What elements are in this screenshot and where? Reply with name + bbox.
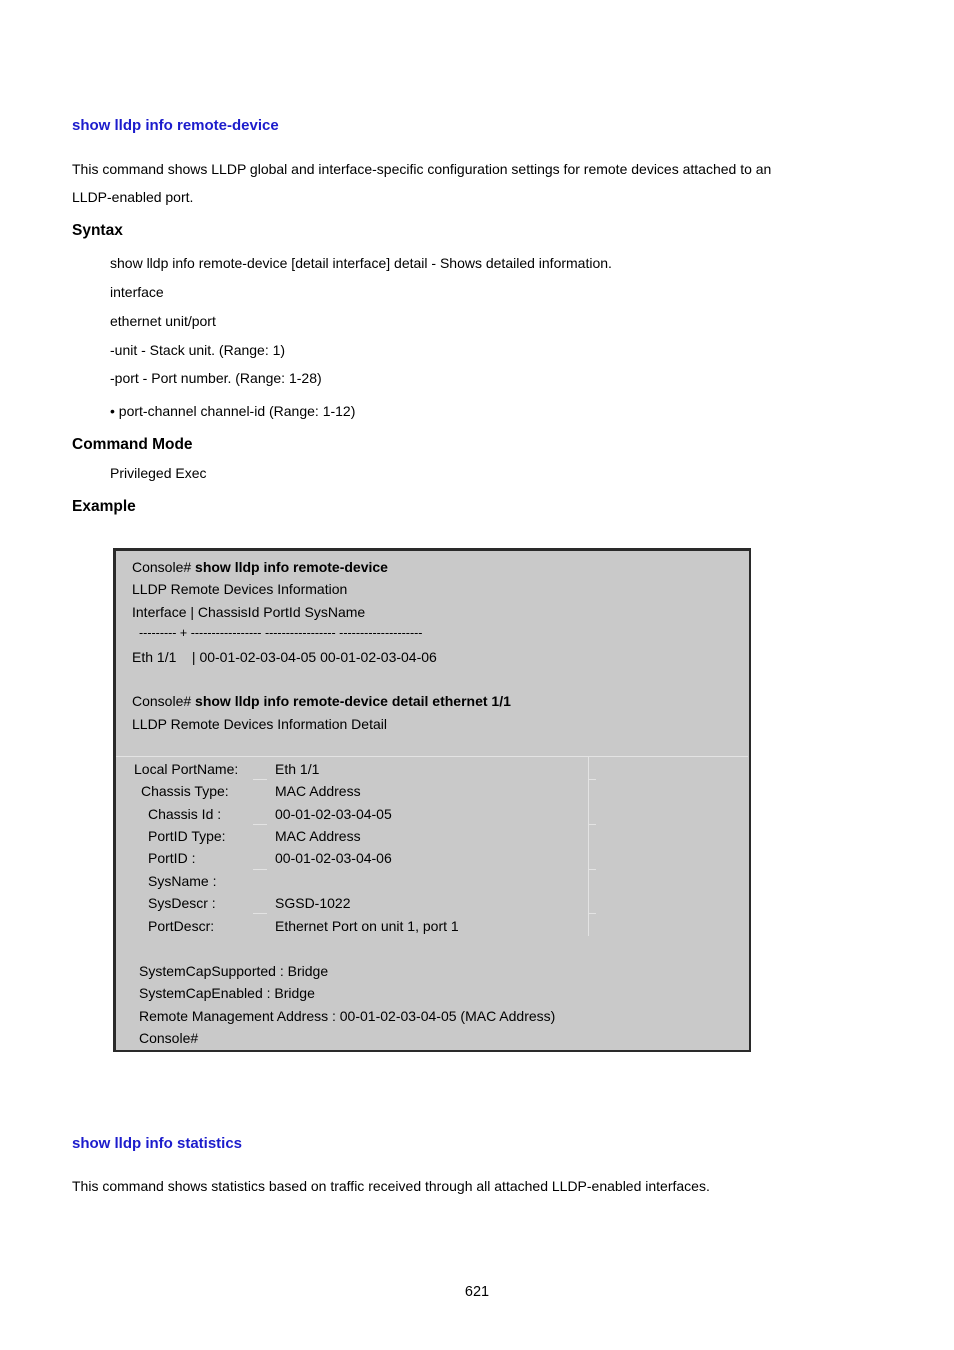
section-title-remote-device[interactable]: show lldp info remote-device [72, 117, 279, 134]
console-command: show lldp info remote-device [195, 559, 388, 575]
description-line-1: This command shows LLDP global and interface-specific configuration settings for remote devices attached to an [72, 161, 772, 177]
syntax-line: • port-channel channel-id (Range: 1-12) [110, 403, 356, 419]
console-output-line: Remote Management Address : 00-01-02-03-04-05 (MAC Address) [139, 1008, 556, 1024]
console-command: show lldp info remote-device detail ethernet 1/1 [195, 693, 511, 709]
syntax-heading: Syntax [72, 222, 123, 239]
detail-label: Chassis Type: [141, 783, 229, 799]
command-mode-value: Privileged Exec [110, 465, 207, 481]
console-output-line: SystemCapSupported : Bridge [139, 963, 329, 979]
detail-value: MAC Address [275, 828, 361, 844]
console-command-line-2 [132, 693, 511, 709]
example-heading: Example [72, 498, 136, 515]
table-grid-line [253, 779, 267, 780]
detail-value: 00-01-02-03-04-06 [275, 850, 392, 866]
syntax-line: ethernet unit/port [110, 313, 216, 329]
console-output-line: Interface | ChassisId PortId SysName [132, 604, 366, 620]
syntax-line: -unit - Stack unit. (Range: 1) [110, 342, 286, 358]
console-separator-line: --------- + ----------------- ----------------- -------------------- [139, 626, 423, 640]
description-line-2: LLDP-enabled port. [72, 189, 194, 205]
detail-value: Eth 1/1 [275, 761, 320, 777]
detail-value: SGSD-1022 [275, 895, 351, 911]
syntax-line: -port - Port number. (Range: 1-28) [110, 370, 322, 386]
console-final-prompt: Console# [139, 1030, 199, 1046]
table-grid-line [253, 869, 267, 870]
command-mode-heading: Command Mode [72, 436, 193, 453]
section-title-statistics[interactable]: show lldp info statistics [72, 1135, 243, 1152]
detail-label: PortID : [148, 850, 196, 866]
table-grid-line [588, 779, 596, 780]
table-grid-line [116, 756, 748, 757]
detail-value: MAC Address [275, 783, 361, 799]
table-grid-line [588, 756, 589, 936]
console-output-line: Eth 1/1 | 00-01-02-03-04-05 00-01-02-03-04-06 [132, 649, 437, 665]
detail-value: 00-01-02-03-04-05 [275, 806, 392, 822]
table-grid-line [588, 824, 596, 825]
detail-label: SysDescr : [148, 895, 216, 911]
console-example-box [113, 548, 751, 1052]
syntax-line: show lldp info remote-device [detail interface] detail - Shows detailed information. [110, 255, 612, 271]
detail-label: PortDescr: [148, 918, 215, 934]
table-grid-line [253, 824, 267, 825]
statistics-description: This command shows statistics based on traffic received through all attached LLDP-enabled interfaces. [72, 1178, 710, 1194]
console-command-line-1 [132, 559, 388, 575]
table-grid-line [588, 913, 596, 914]
page-number: 621 [464, 1284, 490, 1300]
detail-label: Local PortName: [134, 761, 239, 777]
table-grid-line [253, 913, 267, 914]
detail-value: Ethernet Port on unit 1, port 1 [275, 918, 459, 934]
console-prompt: Console# [132, 693, 196, 709]
console-output-line: SystemCapEnabled : Bridge [139, 985, 315, 1001]
syntax-line: interface [110, 284, 164, 300]
detail-label: Chassis Id : [148, 806, 222, 822]
console-output-line: LLDP Remote Devices Information [132, 581, 348, 597]
console-prompt: Console# [132, 559, 196, 575]
console-output-line: LLDP Remote Devices Information Detail [132, 716, 387, 732]
table-grid-line [588, 869, 596, 870]
detail-label: SysName : [148, 873, 217, 889]
detail-label: PortID Type: [148, 828, 226, 844]
